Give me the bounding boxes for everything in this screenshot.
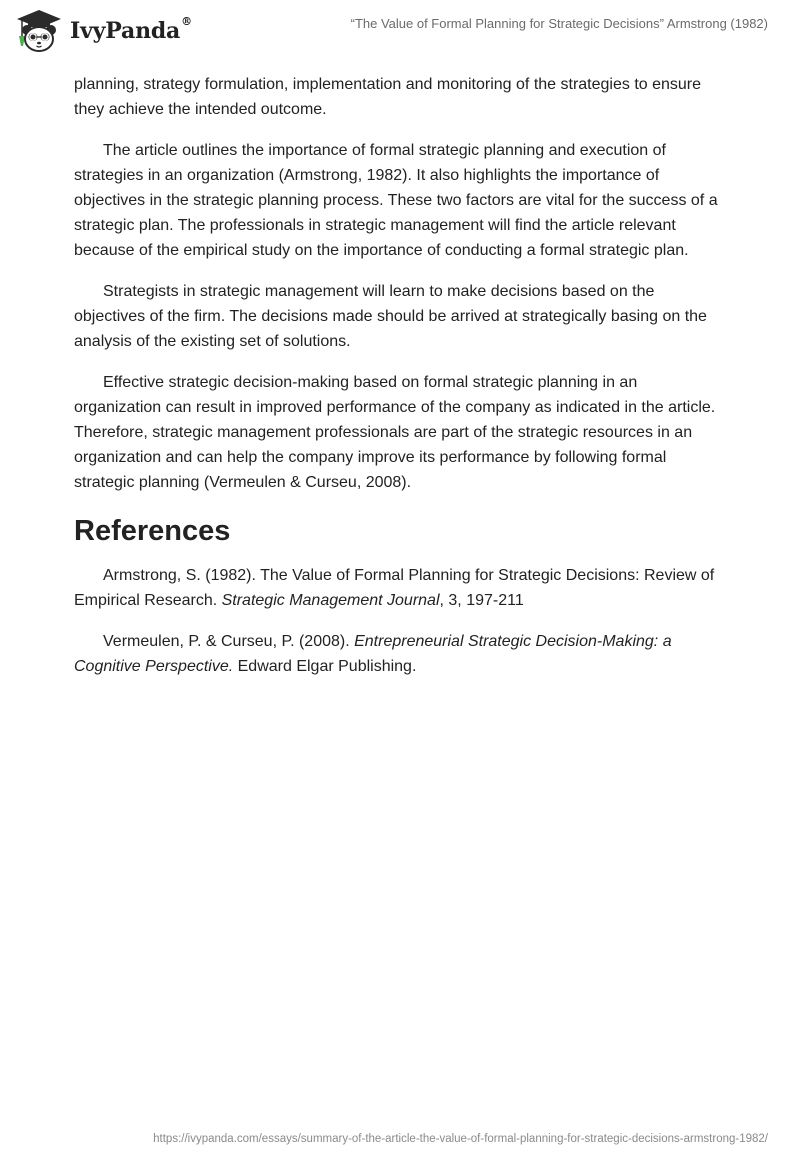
ivypanda-logo[interactable] [14, 8, 192, 54]
paragraph-1: planning, strategy formulation, implementation and monitoring of the strategies to ensure they achieve the intended outcome. [74, 76, 702, 118]
journal-title: Strategic Management Journal [221, 592, 440, 609]
book-title: Entrepreneurial Strategic Decision-Making: a Cognitive Perspective. [74, 633, 672, 675]
essay-content [74, 72, 726, 695]
reference-vermeulen: Vermeulen, P. & Curseu, P. (2008). Entrepreneurial Strategic Decision-Making: a Cognitive Perspective. Edward Elgar Publishing. [74, 633, 672, 675]
source-url[interactable]: https://ivypanda.com/essays/summary-of-the-article-the-value-of-formal-planning-for-strategic-decisions-armstrong-1982/ [153, 1133, 768, 1145]
reference-armstrong: Armstrong, S. (1982). The Value of Formal Planning for Strategic Decisions: Review of Empirical Research. Strategic Management Journal, 3, 197-211 [74, 567, 715, 609]
registered-mark: ® [181, 15, 192, 28]
paragraph-2: The article outlines the importance of formal strategic planning and execution of strategies in an organization (Armstrong, 1982). It also highlights the importance of objectives in the strategic planning process. These two factors are vital for the success of a strategic plan. The professionals in strategic management will find the article relevant because of the empirical study on the importance of conducting a formal strategic plan. [74, 142, 718, 259]
paragraph-4: Effective strategic decision-making based on formal strategic planning in an organization can result in improved performance of the company as indicated in the article. Therefore, strategic management professionals are part of the strategic resources in an organization and can help the company improve its performance by following formal strategic planning (Vermeulen & Curseu, 2008). [74, 374, 716, 491]
running-title: “The Value of Formal Planning for Strategic Decisions” Armstrong (1982) [350, 16, 768, 31]
references-heading: References [74, 515, 231, 547]
brand-name: IvyPanda® [70, 15, 192, 44]
page-header [0, 0, 800, 70]
paragraph-3: Strategists in strategic management will learn to make decisions based on the objectives of the firm. The decisions made should be arrived at strategically basing on the analysis of the existing set of solutions. [74, 283, 707, 350]
panda-graduate-icon [14, 8, 64, 54]
